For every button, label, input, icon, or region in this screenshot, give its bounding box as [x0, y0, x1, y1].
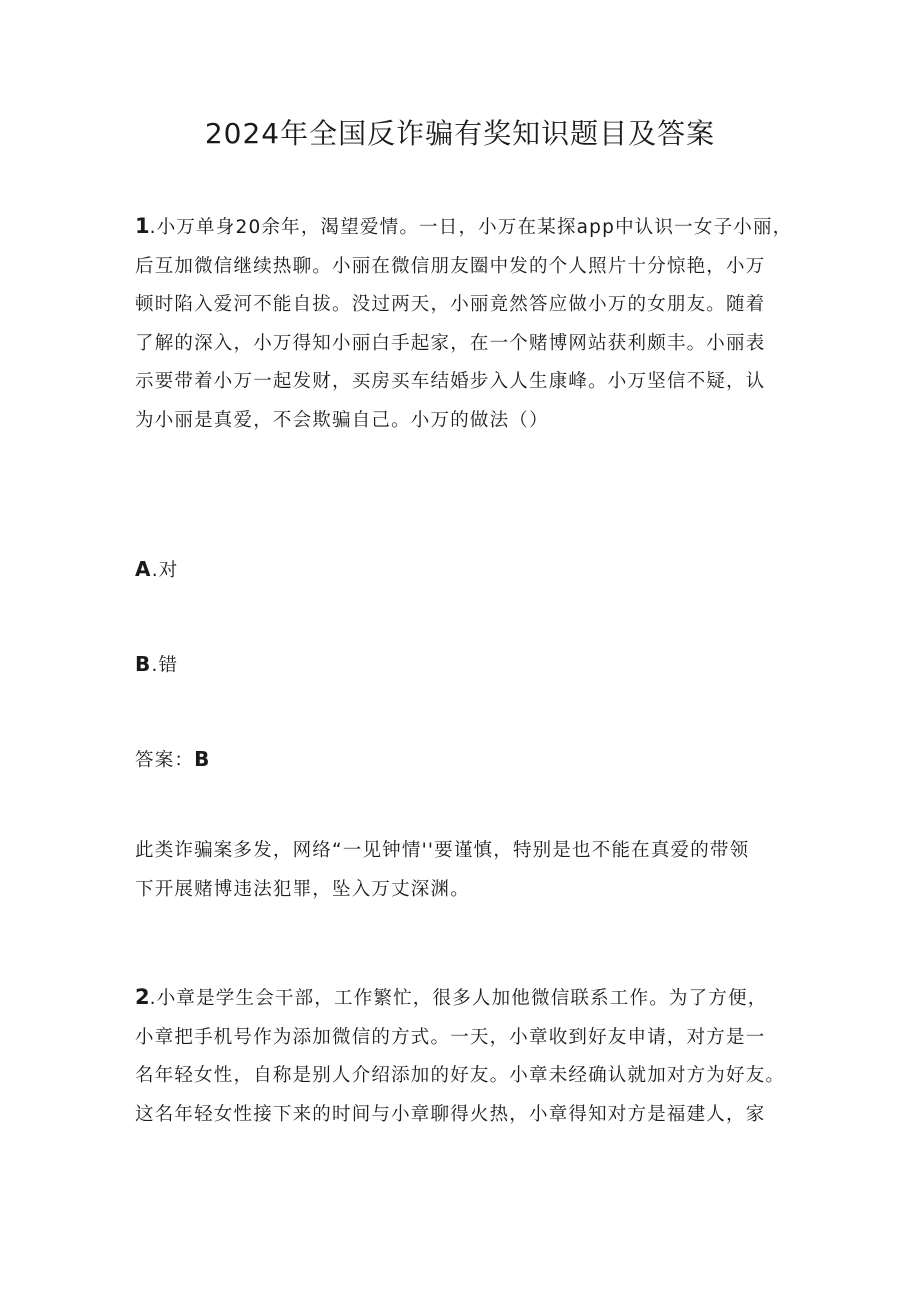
document-title: 2024年全国反诈骗有奖知识题目及答案	[204, 117, 716, 150]
question-1-line: 为小丽是真爱，不会欺骗自己。小万的做法（）	[135, 409, 549, 431]
explanation-line: 此类诈骗案多发，网络“一见钟情''要谨慎，特别是也不能在真爱的带领	[135, 840, 750, 861]
question-2-text	[135, 978, 795, 1134]
question-2-line: 名年轻女性，自称是别人介绍添加的好友。小章未经确认就加对方为好友。	[135, 1065, 786, 1086]
question-1-line: 1.小万单身20余年，渴望爱情。一日，小万在某探app中认识一女子小丽，	[135, 214, 793, 238]
answer-line	[135, 740, 795, 781]
option-b	[135, 645, 795, 686]
option-a-text: .对	[151, 560, 179, 581]
question-2-line: 2.小章是学生会干部，工作繁忙，很多人加他微信联系工作。为了方便，	[135, 985, 768, 1009]
question-1-text	[135, 207, 795, 440]
question-1-line: 示要带着小万一起发财，买房买车结婚步入人生康峰。小万坚信不疑，认	[135, 371, 766, 392]
question-1-number: 1	[135, 214, 150, 238]
question-2-line: 小章把手机号作为添加微信的方式。一天，小章收到好友申请，对方是一	[135, 1026, 766, 1048]
option-a	[135, 550, 795, 591]
option-b-text: .错	[151, 655, 179, 676]
answer-explanation	[135, 832, 795, 909]
answer-value: B	[194, 747, 211, 771]
option-b-letter: B	[135, 652, 152, 676]
question-2-line: 这名年轻女性接下来的时间与小章聊得火热，小章得知对方是福建人，家	[135, 1103, 766, 1125]
question-1-line: 顿时陷入爱河不能自拔。没过两天，小丽竟然答应做小万的女朋友。随着	[135, 294, 766, 315]
option-a-letter: A	[135, 557, 152, 581]
explanation-line: 下开展赌博违法犯罪，坠入万丈深渊。	[135, 878, 470, 900]
answer-label: 答案：	[135, 750, 195, 771]
question-1-line: 了解的深入，小万得知小丽白手起家，在一个赌博网站获利颇丰。小丽表	[135, 332, 766, 354]
question-1-line: 后互加微信继续热聊。小丽在微信朋友圈中发的个人照片十分惊艳，小万	[135, 255, 766, 277]
question-2-number: 2	[135, 985, 150, 1009]
